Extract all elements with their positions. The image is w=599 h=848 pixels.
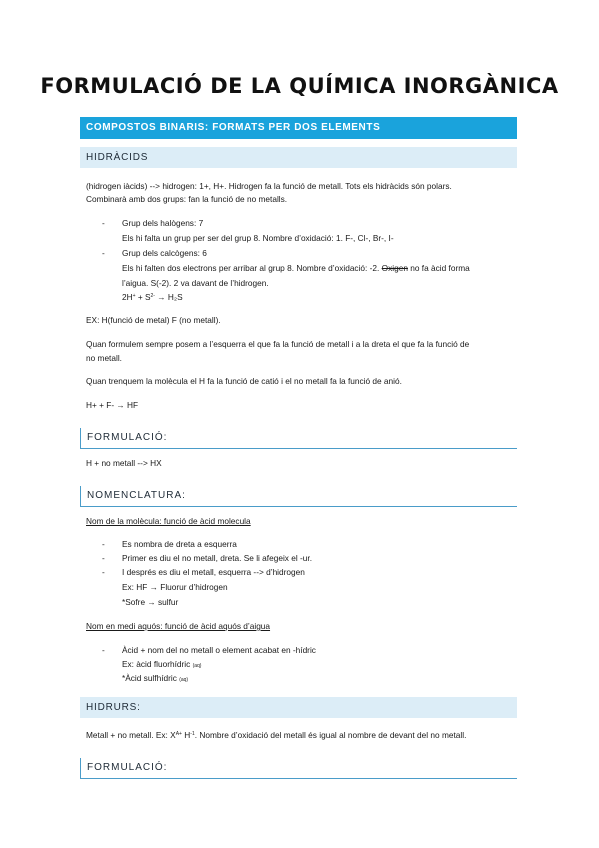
hidrurs-post: . Nombre d’oxidació del metall és igual al nombre de devant del no metall.: [194, 730, 467, 740]
group-calcogens-body-1: [122, 261, 470, 276]
paragraph-1-line-2: no metall.: [86, 353, 122, 363]
rule-1: Es nombra de dreta a esquerra: [122, 539, 237, 549]
group-halogens-body: Els hi falta un grup per ser del grup 8. Nombre d’oxidació: 1. F-, Cl-, Br-, I-: [122, 233, 394, 243]
eq-part-c: → H₂S: [154, 292, 183, 302]
bullet-6: -: [102, 645, 105, 655]
eq-sup-1: +: [132, 293, 136, 299]
aquos-example-text: Ex: àcid fluorhídric: [122, 659, 191, 669]
aquos-heading: Nom en medi aquós: funció de àcid aquós d’aigua: [86, 621, 271, 631]
calcogens-body-post: no fa àcid forma: [410, 263, 470, 273]
example-line: EX: H(funció de metal) F (no metall).: [86, 315, 221, 325]
eq-part-a: 2H: [122, 292, 133, 302]
aquos-example-sub: (aq): [192, 663, 202, 669]
hidrurs-line: [86, 727, 466, 743]
calcogens-body-pre: Els hi falten dos electrons per arribar al grup 8. Nombre d’oxidació: -2.: [122, 263, 380, 273]
section-formulacio-2: FORMULACIÓ:: [80, 758, 517, 779]
page-title: FORMULACIÓ DE LA QUÍMICA INORGÀNICA: [40, 74, 559, 98]
rule-example: Ex: HF → Fluorur d’hidrogen: [122, 582, 228, 592]
eq-sup-2: 2-: [150, 293, 155, 299]
paragraph-2: Quan trenquem la molècula el H fa la funció de catió i el no metall fa la funció de anió.: [86, 376, 402, 386]
rule-sofre: *Sofre → sulfur: [122, 597, 179, 607]
rule-3: I després es diu el metall, esquerra --> d’hidrogen: [122, 567, 305, 577]
calcogens-equation: [122, 289, 183, 305]
oxigen-strike: Oxigen: [381, 263, 408, 273]
intro-line-1: (hidrogen iàcids) --> hidrogen: 1+, H+. Hidrogen fa la funció de metall. Tots els hidràcids són polars.: [86, 181, 452, 191]
hidrurs-sup-2: -1: [190, 731, 195, 737]
group-calcogens-body-2: l’aigua. S(-2). 2 va davant de l’hidrogen.: [122, 278, 269, 288]
group-halogens-title: Grup dels halògens: 7: [122, 218, 204, 228]
section-nomenclatura: NOMENCLATURA:: [80, 486, 517, 507]
section-binaris: COMPOSTOS BINARIS: FORMATS PER DOS ELEMENTS: [80, 117, 517, 139]
aquos-rule: Àcid + nom del no metall o element acabat en -hídric: [122, 645, 316, 655]
aquos-sulfhidric-sub: (aq): [179, 677, 189, 683]
hidrurs-pre: Metall + no metall. Ex: X: [86, 730, 176, 740]
intro-line-2: Combinarà amb dos grups: fan la funció de no metalls.: [86, 194, 288, 204]
eq-part-b: + S: [135, 292, 151, 302]
group-calcogens-title: Grup dels calcògens: 6: [122, 248, 207, 258]
formula-hidracids: H + no metall --> HX: [86, 458, 162, 468]
molecula-heading: Nom de la molècula: funció de àcid molecula: [86, 516, 251, 526]
bullet-3: -: [102, 539, 105, 549]
ion-equation: H+ + F- → HF: [86, 400, 139, 410]
section-formulacio-1: FORMULACIÓ:: [80, 428, 517, 449]
rule-2: Primer es diu el no metall, dreta. Se li afegeix el -ur.: [122, 553, 312, 563]
aquos-sulfhidric-text: *Àcid sulfhídric: [122, 673, 177, 683]
section-hidracids: HIDRÀCIDS: [80, 147, 517, 168]
bullet-2: -: [102, 248, 105, 258]
section-hidrurs: HIDRURS:: [80, 697, 517, 718]
aquos-sulfhidric: [122, 671, 188, 688]
bullet-5: -: [102, 567, 105, 577]
hidrurs-mid: H: [181, 730, 191, 740]
hidrurs-sup-1: A+: [175, 731, 182, 737]
bullet-4: -: [102, 553, 105, 563]
bullet-1: -: [102, 218, 105, 228]
paragraph-1-line-1: Quan formulem sempre posem a l’esquerra el que fa la funció de metall i a la dreta el que fa la funció de: [86, 339, 470, 349]
